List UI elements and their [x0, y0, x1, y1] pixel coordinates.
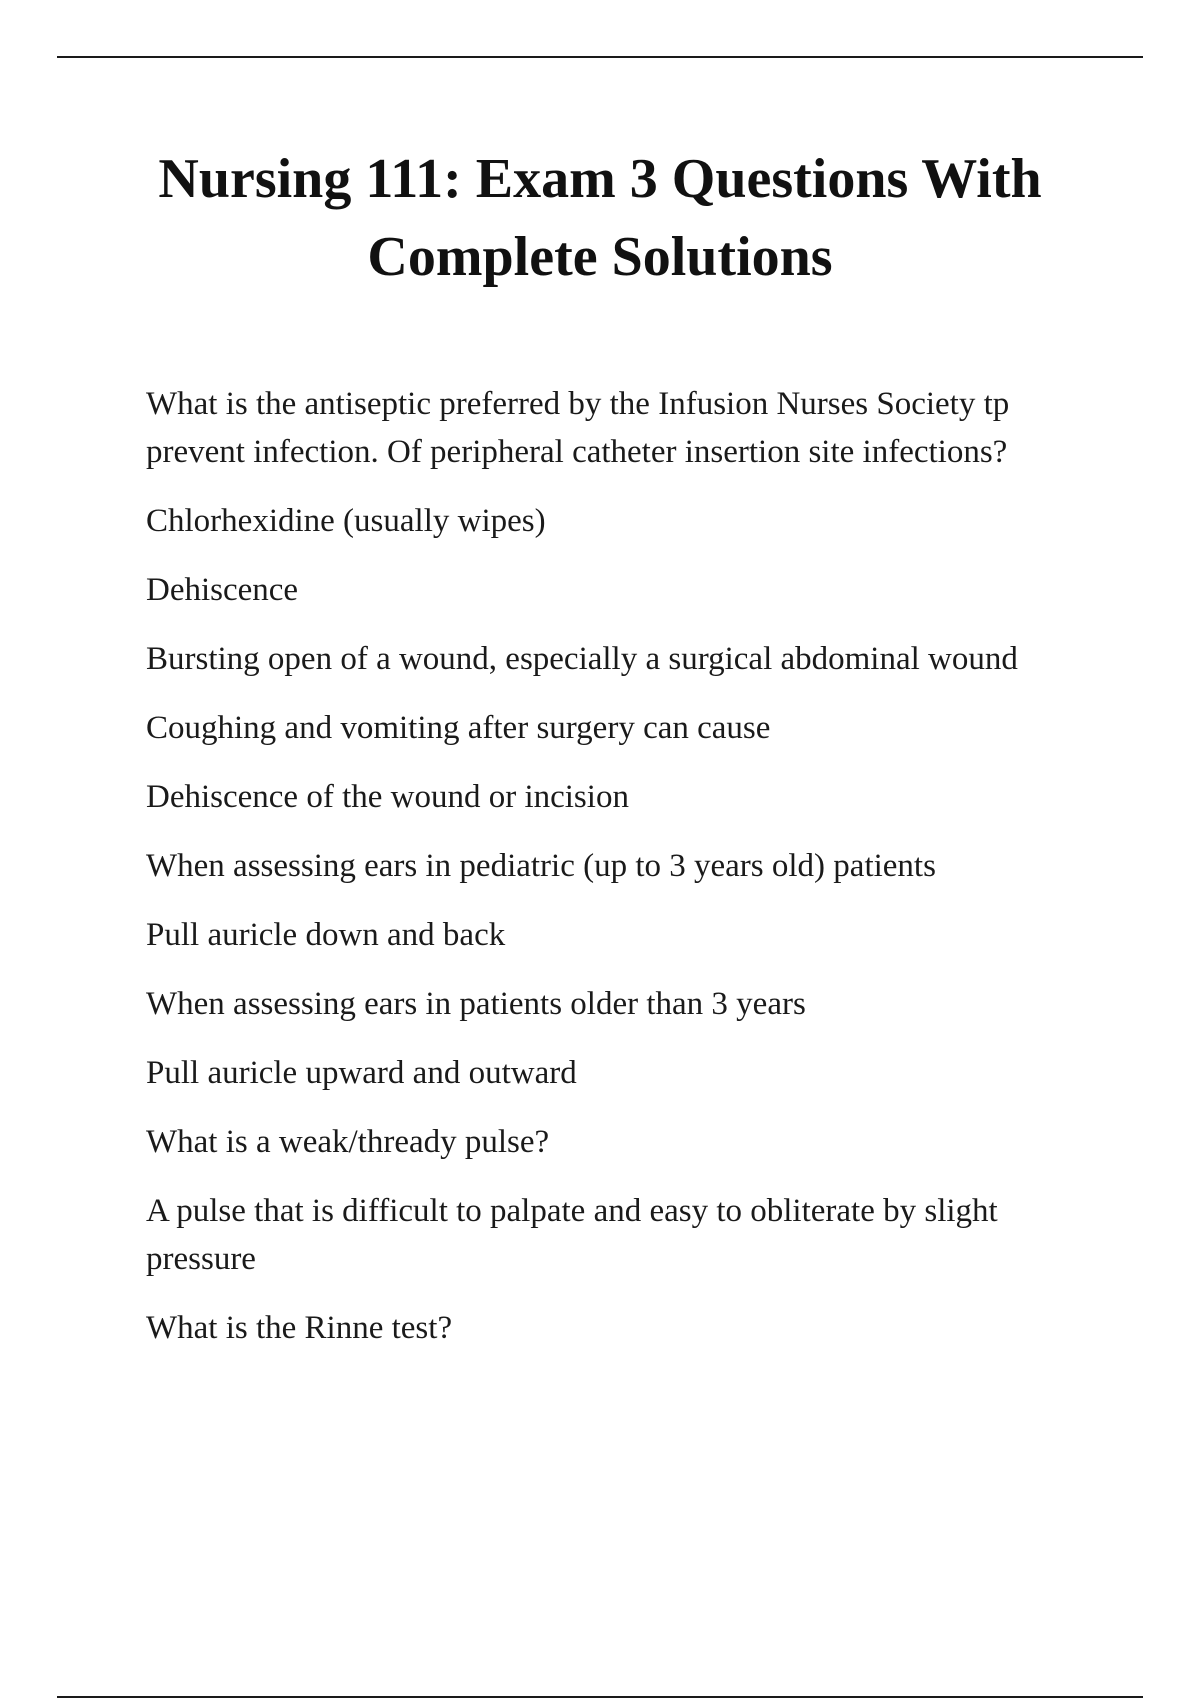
bottom-rule [57, 1696, 1143, 1698]
answer-pediatric-ears: Pull auricle down and back [146, 917, 506, 953]
question-coughing: Coughing and vomiting after surgery can cause [146, 710, 771, 746]
term-dehiscence: Dehiscence [146, 572, 299, 608]
title-line-1: Nursing 111: Exam 3 Questions With [158, 148, 1042, 210]
document-title [100, 140, 1100, 296]
question-older-ears: When assessing ears in patients older than 3 years [146, 986, 806, 1022]
answer-antiseptic: Chlorhexidine (usually wipes) [146, 503, 546, 539]
question-rinne-test: What is the Rinne test? [146, 1310, 453, 1346]
title-line-2: Complete Solutions [367, 226, 833, 288]
answer-coughing: Dehiscence of the wound or incision [146, 779, 629, 815]
question-weak-pulse: What is a weak/thready pulse? [146, 1124, 550, 1160]
top-rule [57, 56, 1143, 58]
answer-older-ears: Pull auricle upward and outward [146, 1055, 577, 1091]
question-pediatric-ears: When assessing ears in pediatric (up to 3 years old) patients [146, 848, 936, 884]
definition-dehiscence: Bursting open of a wound, especially a surgical abdominal wound [146, 641, 1018, 677]
question-antiseptic: What is the antiseptic preferred by the Infusion Nurses Society tp prevent infection. Of peripheral catheter insertion site infections? [146, 386, 1010, 470]
answer-weak-pulse: A pulse that is difficult to palpate and easy to obliterate by slight pressure [146, 1193, 998, 1277]
qa-list [146, 380, 1106, 1373]
